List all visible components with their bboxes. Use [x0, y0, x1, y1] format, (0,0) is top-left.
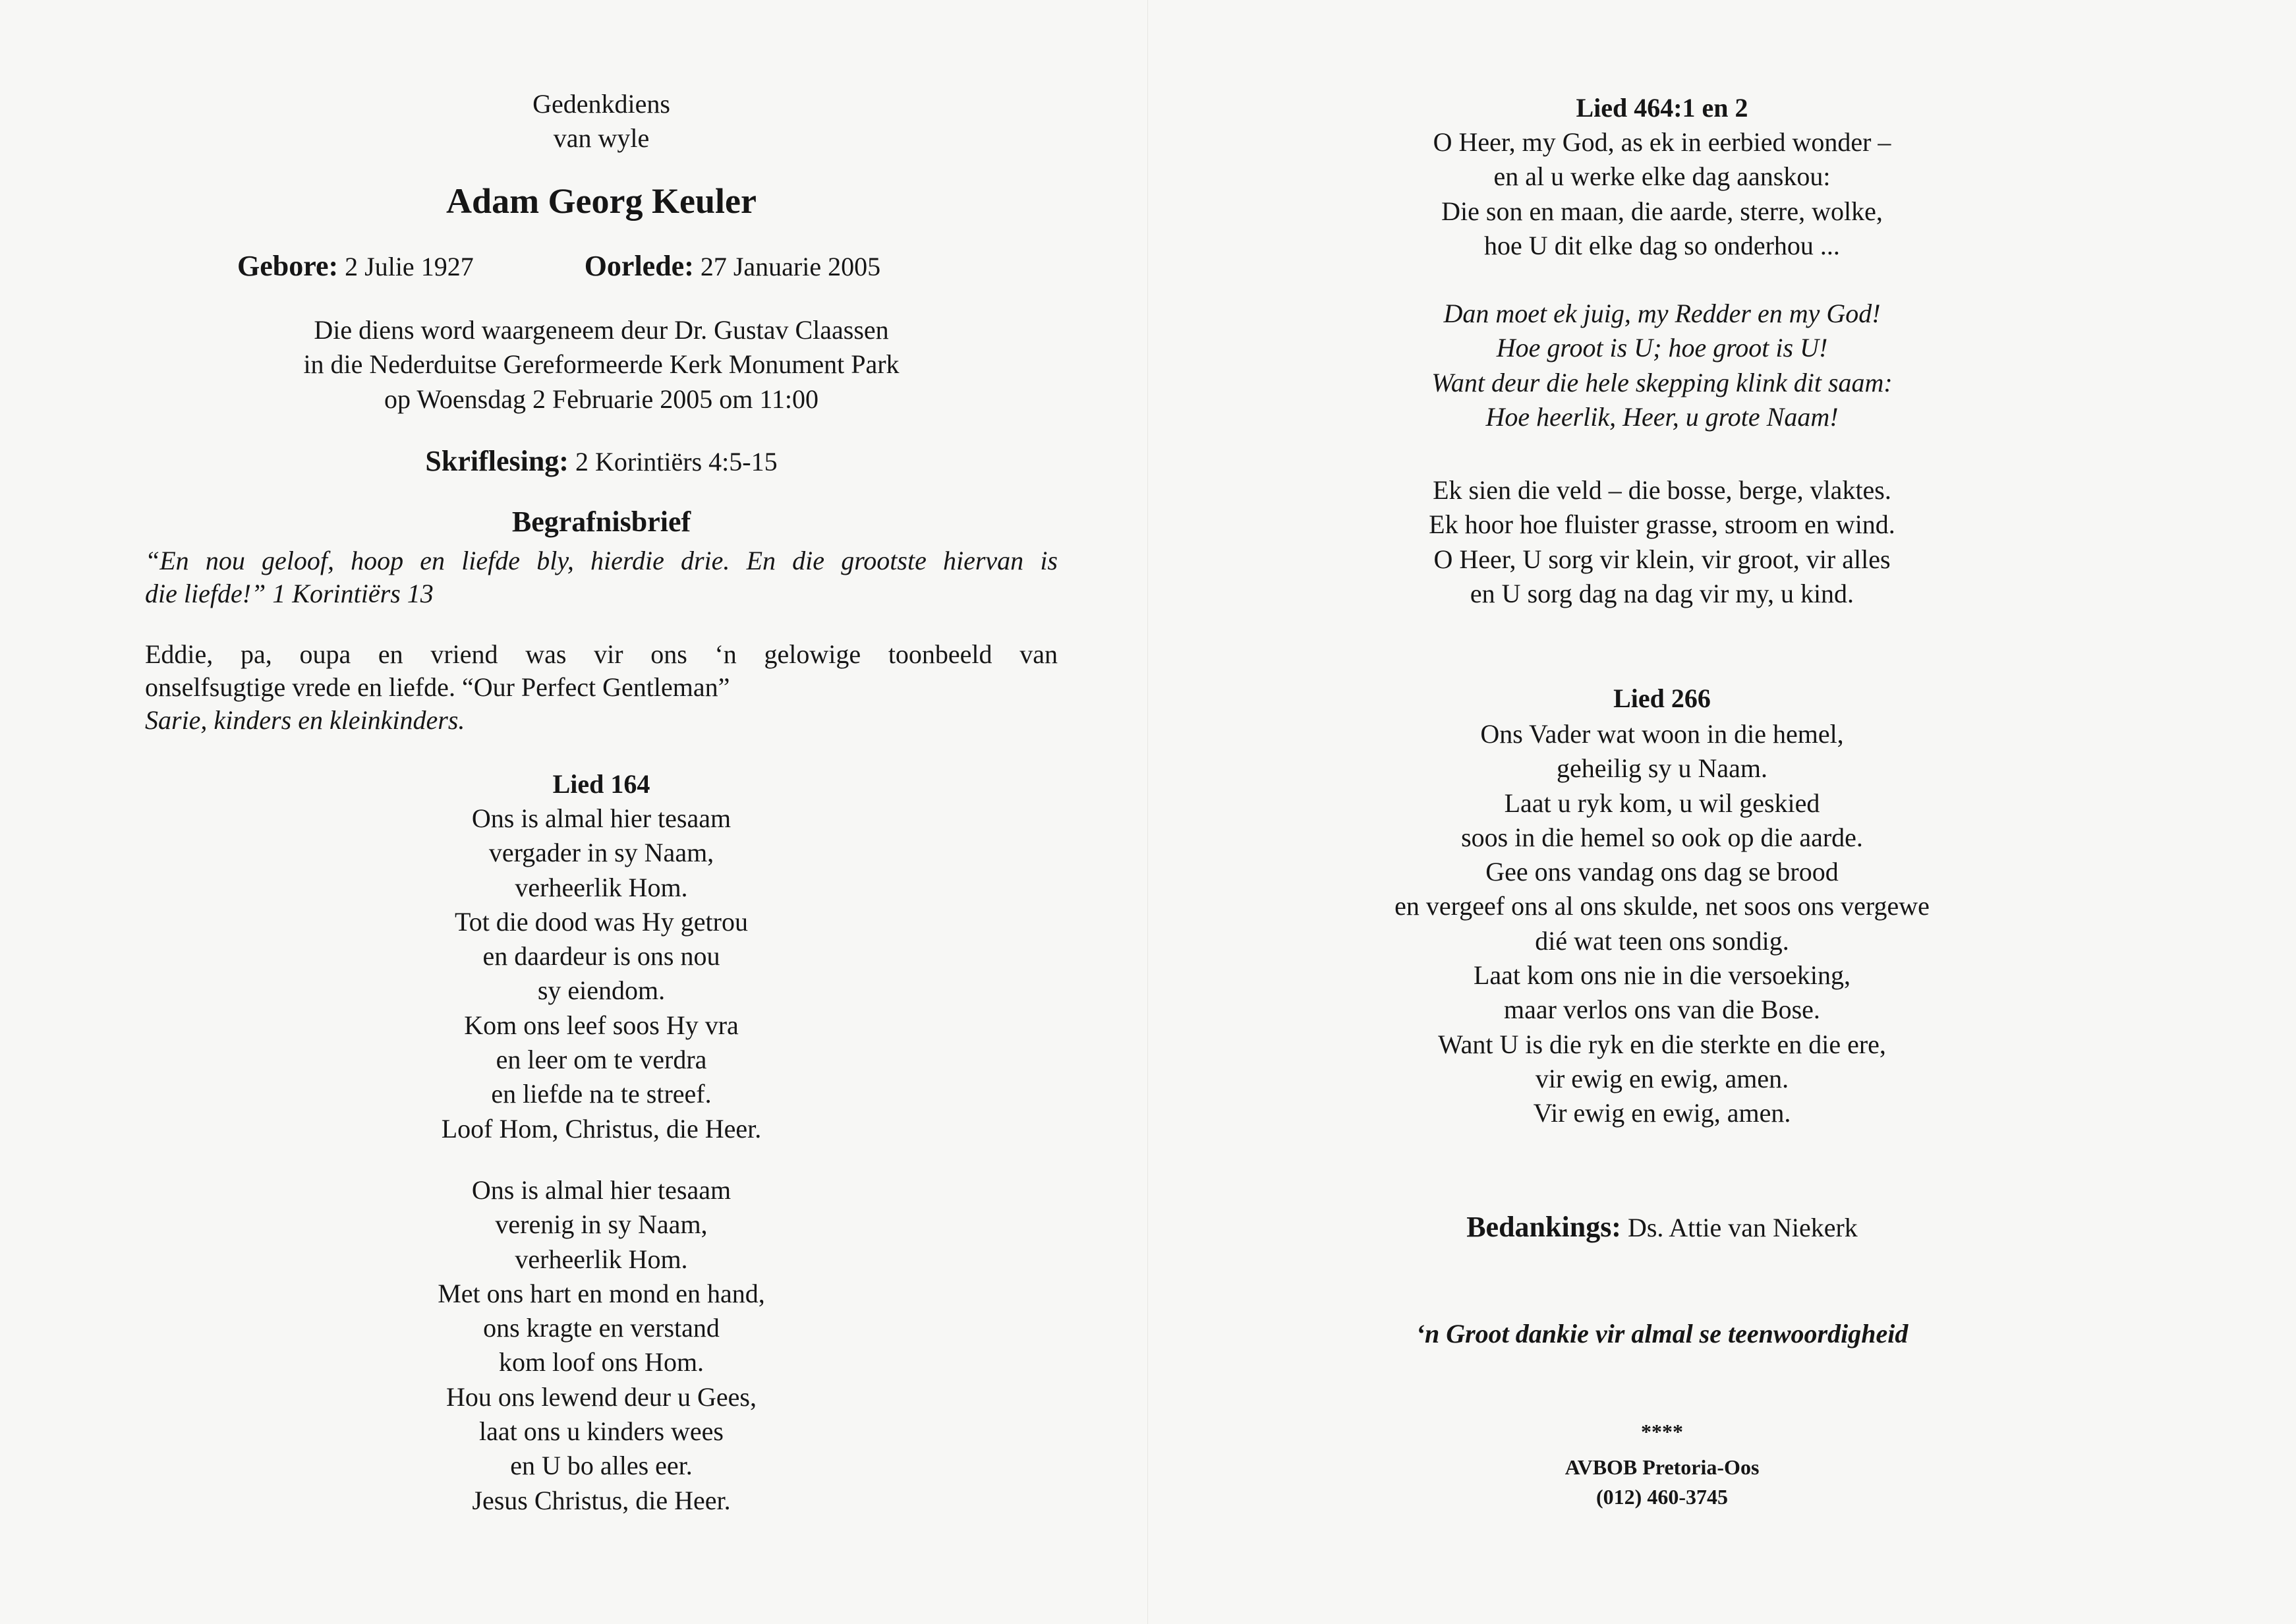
born-label: Gebore: — [237, 250, 339, 282]
hymn-line: Jesus Christus, die Heer. — [472, 1485, 731, 1515]
hymn-line: en al u werke elke dag aanskou: — [1493, 161, 1831, 192]
hymn-line: Loof Hom, Christus, die Heer. — [441, 1113, 762, 1144]
memorial-heading: Gedenkdiens — [532, 89, 670, 119]
quote-line: die liefde!” 1 Korintiërs 13 — [145, 579, 434, 608]
hymn-line: Ek sien die veld – die bosse, berge, vlaktes. — [1433, 475, 1891, 505]
late-of-line: van wyle — [553, 123, 650, 153]
hymn-line: sy eiendom. — [537, 975, 666, 1006]
hymn-line: Ek hoor hoe fluister grasse, stroom en wind. — [1429, 509, 1895, 540]
hymn-line: en U sorg dag na dag vir my, u kind. — [1470, 578, 1854, 608]
hymn-line: en U bo alles eer. — [510, 1451, 693, 1481]
refrain-line: Want deur die hele skepping klink dit saam: — [1431, 367, 1893, 397]
hymn-line: Kom ons leef soos Hy vra — [464, 1010, 739, 1040]
hymn-164-verse-2 — [145, 1173, 1058, 1518]
hymn-line: vergader in sy Naam, — [488, 838, 714, 868]
hymn-line: Hou ons lewend deur u Gees, — [446, 1381, 757, 1412]
hymn-266-title: Lied 266 — [1613, 683, 1711, 713]
hymn-line: Gee ons vandag ons dag se brood — [1485, 857, 1839, 887]
letter-heading: Begrafnisbrief — [511, 506, 691, 538]
closing-thanks: ‘n Groot dankie vir almal se teenwoordigheid — [1416, 1319, 1909, 1348]
deceased-name: Adam Georg Keuler — [446, 181, 757, 221]
service-line: op Woensdag 2 Februarie 2005 om 11:00 — [384, 384, 818, 414]
hymn-line: Ons is almal hier tesaam — [471, 803, 732, 833]
dates-row — [237, 248, 880, 285]
hymn-line: vir ewig en ewig, amen. — [1535, 1063, 1789, 1093]
separator-stars: **** — [1641, 1420, 1683, 1443]
letter-body — [145, 638, 1058, 737]
body-line: onselfsugtige vrede en liefde. “Our Perfect Gentleman” — [145, 672, 730, 702]
died-date: 27 Januarie 2005 — [693, 252, 881, 281]
service-line: Die diens word waargeneem deur Dr. Gustav Claassen — [314, 315, 889, 345]
hymn-line: geheilig sy u Naam. — [1557, 753, 1767, 784]
scripture-reading — [145, 443, 1058, 480]
right-column — [1326, 0, 1998, 1624]
hymn-line: Laat kom ons nie in die versoeking, — [1473, 960, 1851, 991]
hymn-line: soos in die hemel so ook op die aarde. — [1461, 822, 1863, 852]
hymn-line: en leer om te verdra — [496, 1045, 707, 1075]
hymn-266-lines — [1326, 717, 1998, 1131]
hymn-line: dié wat teen ons sondig. — [1535, 925, 1789, 956]
hymn-164-title: Lied 164 — [552, 769, 650, 799]
hymn-464-refrain — [1326, 297, 1998, 434]
service-line: in die Nederduitse Gereformeerde Kerk Monument Park — [303, 349, 900, 380]
hymn-line: Tot die dood was Hy getrou — [455, 906, 748, 937]
hymn-line: O Heer, my God, as ek in eerbied wonder – — [1433, 127, 1891, 157]
hymn-line: ons kragte en verstand — [483, 1313, 720, 1343]
body-line: Eddie, pa, oupa en vriend was vir ons ‘n gelowige toonbeeld van — [145, 639, 1058, 669]
hymn-line: verheerlik Hom. — [515, 872, 688, 902]
left-column — [145, 0, 1058, 1624]
hymn-464-verse-1 — [1326, 125, 1998, 263]
thanks-value: Ds. Attie van Niekerk — [1621, 1213, 1858, 1242]
reading-label: Skriflesing: — [425, 445, 569, 477]
hymn-line: verheerlik Hom. — [515, 1244, 688, 1274]
hymn-line: Laat u ryk kom, u wil geskied — [1504, 788, 1820, 818]
hymn-164-verse-1 — [145, 801, 1058, 1146]
hymn-line: en liefde na te streef. — [491, 1079, 712, 1109]
hymn-line: Ons is almal hier tesaam — [471, 1175, 732, 1205]
letter-signature: Sarie, kinders en kleinkinders. — [145, 705, 465, 735]
hymn-line: Vir ewig en ewig, amen. — [1533, 1098, 1791, 1128]
hymn-line: en daardeur is ons nou — [482, 941, 720, 972]
service-details — [145, 313, 1058, 417]
hymn-line: laat ons u kinders wees — [478, 1416, 724, 1447]
hymn-line: en vergeef ons al ons skulde, net soos ons vergewe — [1394, 891, 1930, 921]
right-page — [1148, 0, 2296, 1624]
refrain-line: Hoe heerlik, Heer, u grote Naam! — [1485, 401, 1839, 432]
born-date: 2 Julie 1927 — [338, 252, 474, 281]
hymn-line: Ons Vader wat woon in die hemel, — [1480, 719, 1844, 749]
thanks-label: Bedankings: — [1466, 1211, 1621, 1243]
died-label: Oorlede: — [584, 250, 694, 282]
funeral-company: AVBOB Pretoria-Oos — [1564, 1455, 1760, 1479]
letter-quote — [145, 544, 1058, 610]
company-phone: (012) 460-3745 — [1596, 1485, 1728, 1509]
hymn-line: hoe U dit elke dag so onderhou ... — [1484, 230, 1840, 260]
hymn-line: Met ons hart en mond en hand, — [438, 1278, 765, 1308]
hymn-464-verse-2 — [1326, 473, 1998, 611]
hymn-line: verenig in sy Naam, — [495, 1209, 708, 1240]
hymn-line: maar verlos ons van die Bose. — [1504, 995, 1820, 1025]
hymn-line: O Heer, U sorg vir klein, vir groot, vir alles — [1433, 544, 1891, 574]
hymn-line: Want U is die ryk en die sterkte en die ere, — [1438, 1029, 1886, 1059]
thanks-line — [1326, 1209, 1998, 1246]
hymn-line: kom loof ons Hom. — [498, 1347, 704, 1378]
quote-line: “En nou geloof, hoop en liefde bly, hierdie drie. En die grootste hiervan is — [145, 546, 1058, 575]
hymn-464-title: Lied 464:1 en 2 — [1576, 93, 1748, 123]
refrain-line: Hoe groot is U; hoe groot is U! — [1496, 333, 1828, 363]
hymn-line: Die son en maan, die aarde, sterre, wolke, — [1441, 196, 1883, 226]
refrain-line: Dan moet ek juig, my Redder en my God! — [1443, 299, 1881, 328]
reading-value: 2 Korintiërs 4:5-15 — [568, 447, 778, 477]
